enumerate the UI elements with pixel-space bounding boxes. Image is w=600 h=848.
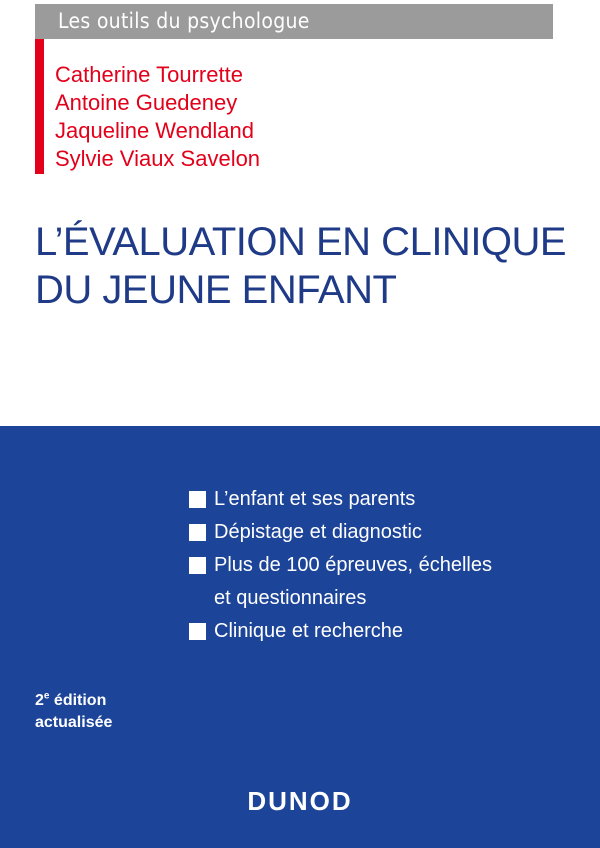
author-name: Sylvie Viaux Savelon — [55, 146, 261, 171]
feature-item — [189, 516, 492, 549]
series-banner — [35, 4, 553, 39]
red-accent-bar — [35, 39, 44, 174]
edition-superscript: e — [43, 690, 50, 702]
edition-number: 2 — [35, 692, 44, 709]
edition-line-2: actualisée — [35, 714, 113, 731]
square-bullet-icon — [189, 623, 206, 640]
title-line-2: DU JEUNE ENFANT — [35, 268, 397, 312]
feature-text: L’enfant et ses parents — [214, 488, 416, 510]
feature-text: Plus de 100 épreuves, échelles — [214, 554, 492, 576]
feature-list — [189, 483, 492, 648]
edition-label — [35, 690, 112, 734]
title-line-1: L’ÉVALUATION EN CLINIQUE — [35, 220, 567, 264]
feature-text: Dépistage et diagnostic — [214, 521, 422, 543]
feature-text: Clinique et recherche — [214, 620, 403, 642]
author-list — [55, 61, 260, 173]
author-name: Jaqueline Wendland — [55, 118, 254, 143]
feature-item — [189, 615, 492, 648]
author-name: Catherine Tourrette — [55, 62, 243, 87]
book-title — [35, 218, 566, 314]
edition-line-1 — [35, 690, 112, 712]
author-name: Antoine Guedeney — [55, 90, 238, 115]
publisher-logo: DUNOD — [247, 786, 353, 816]
series-name: Les outils du psychologue — [58, 9, 310, 33]
edition-word: édition — [49, 692, 107, 709]
square-bullet-icon — [189, 524, 206, 541]
square-bullet-icon — [189, 557, 206, 574]
feature-item — [189, 483, 492, 516]
feature-item — [189, 549, 492, 615]
feature-text-continued: et questionnaires — [214, 587, 367, 609]
square-bullet-icon — [189, 491, 206, 508]
